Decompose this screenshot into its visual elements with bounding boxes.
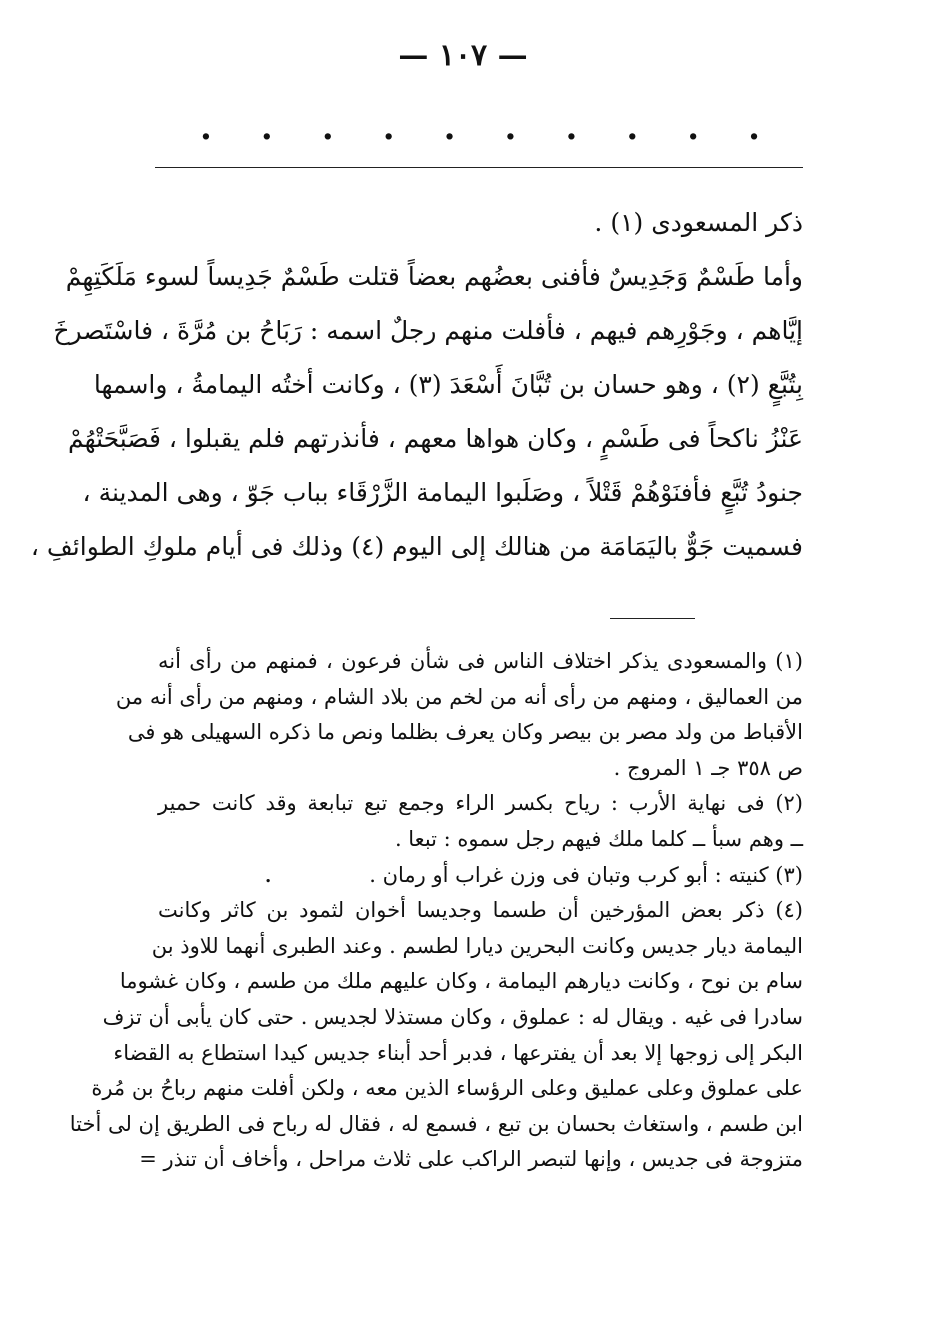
footnote-line: (٢) فى نهاية الأرب : رياح بكسر الراء وجمع تبع تبابعة وقد كانت حمير: [158, 791, 803, 816]
main-text: [30, 196, 803, 574]
ellipsis-dot: .: [626, 108, 639, 148]
footnote-line: ــ وهم سبأ ــ كلما ملك فيهم رجل سموه : تبعا .: [394, 826, 803, 851]
ellipsis-dot: .: [200, 108, 212, 148]
footnote-line: (٤) ذكر بعض المؤرخين أن طسما وجديسا أخوان لثمود بن كاثر وكانت: [158, 898, 803, 923]
footnote-line: ابن طسم ، واستغاث بحسان بن تبع ، فسمع له ، فقال له رباح فى الطريق إن لى أختا: [69, 1111, 803, 1136]
page-number: — ١٠٧ —: [398, 38, 528, 73]
footnote-line: اليمامة ديار جديس وكانت البحرين ديارا لطسم . وعند الطبرى أنهما للاوذ بن: [151, 933, 803, 958]
footnote-line: (٣) كنيته : أبو كرب وتبان فى وزن غراب أو رمان .: [369, 862, 803, 887]
text-line: فسميت جَوٌّ باليَمَامَة من هنالك إلى اليوم (٤) وذلك فى أيام ملوكِ الطوائفِ ،: [30, 532, 803, 561]
ellipsis-dot: .: [321, 108, 334, 148]
footnote-line: ص ٣٥٨ جـ ١ المروج .: [613, 755, 803, 780]
footnote-line: من العماليق ، ومنهم من رأى أنه من لخم من بلاد الشام ، ومنهم من رأى أنه من: [115, 684, 803, 709]
footnotes: [69, 644, 803, 1178]
footnote-line: على عملوق وعلى عمليق وعلى الرؤساء الذين معه ، ولكن أفلت منهم رباحُ بن مُرة: [91, 1076, 803, 1101]
ellipsis-dot: .: [748, 108, 760, 148]
ellipsis-dot: .: [504, 108, 517, 148]
text-line: إيَّاهم ، وجَوْرِهم فيهم ، فأفلت منهم رجلٌ اسمه : رَبَاحُ بن مُرَّةَ ، فاسْتَصرخَ: [53, 316, 803, 345]
footnote-line: سام بن نوح ، وكانت ديارهم اليمامة ، وكان عليهم ملك من طسم ، وكان غشوما: [119, 969, 803, 994]
stray-mark: .: [265, 866, 272, 887]
ellipsis-dot: .: [382, 108, 395, 148]
ellipsis-dot: .: [260, 108, 273, 148]
text-line: بِتُبَّعٍ (٢) ، وهو حسان بن تُبَّانَ أَسْعَدَ (٣) ، وكانت أختُه اليمامةُ ، واسمها: [93, 370, 803, 399]
ellipsis-dot: .: [443, 108, 456, 148]
text-line: عَنْزُ ناكحاً فى طَسْمٍ ، وكان هواها معهم ، فأنذرتهم فلم يقبلوا ، فَصَبَّحَتْهُمْ: [67, 424, 803, 453]
footnote-line: الأقباط من ولد مصر بن بيصر وكان يعرف بظلما ونص ما ذكره السهيلى هو فى: [127, 720, 803, 745]
ellipsis-dots: [200, 108, 760, 148]
text-line: ذكر المسعودى (١) .: [594, 208, 803, 237]
footnote-divider: [610, 618, 695, 619]
text-line: جنودُ تُبَّعٍ فأفنَوْهُمْ قَتْلاً ، وصَلَبوا اليمامة الزَّرْقَاء بباب جَوّ ، وهى المدينة ،: [82, 478, 803, 507]
footnote-line: البكر إلى زوجها إلا بعد أن يفترعها ، فدبر أحد أبناء جديس كيدا استطاع به القضاء: [113, 1040, 803, 1065]
ellipsis-dot: .: [565, 108, 578, 148]
ellipsis-dot: .: [687, 108, 700, 148]
header-divider: [155, 167, 803, 168]
footnote-line: متزوجة فى جديس ، وإنها لتبصر الراكب على ثلاث مراحل ، وأخاف أن تنذر =: [139, 1147, 803, 1172]
footnote-line: سادرا فى غيه . ويقال له : عملوق ، وكان مستذلا لجديس . حتى كان يأبى أن تزف: [102, 1004, 803, 1029]
text-line: وأما طَسْمٌ وَجَدِيسٌ فأفنى بعضُهم بعضاً قتلت طَسْمٌ جَدِيساً لسوء مَلَكَتِهِمْ: [65, 262, 803, 291]
footnote-line: (١) والمسعودى يذكر اختلاف الناس فى شأن فرعون ، فمنهم من رأى أنه: [158, 649, 803, 673]
